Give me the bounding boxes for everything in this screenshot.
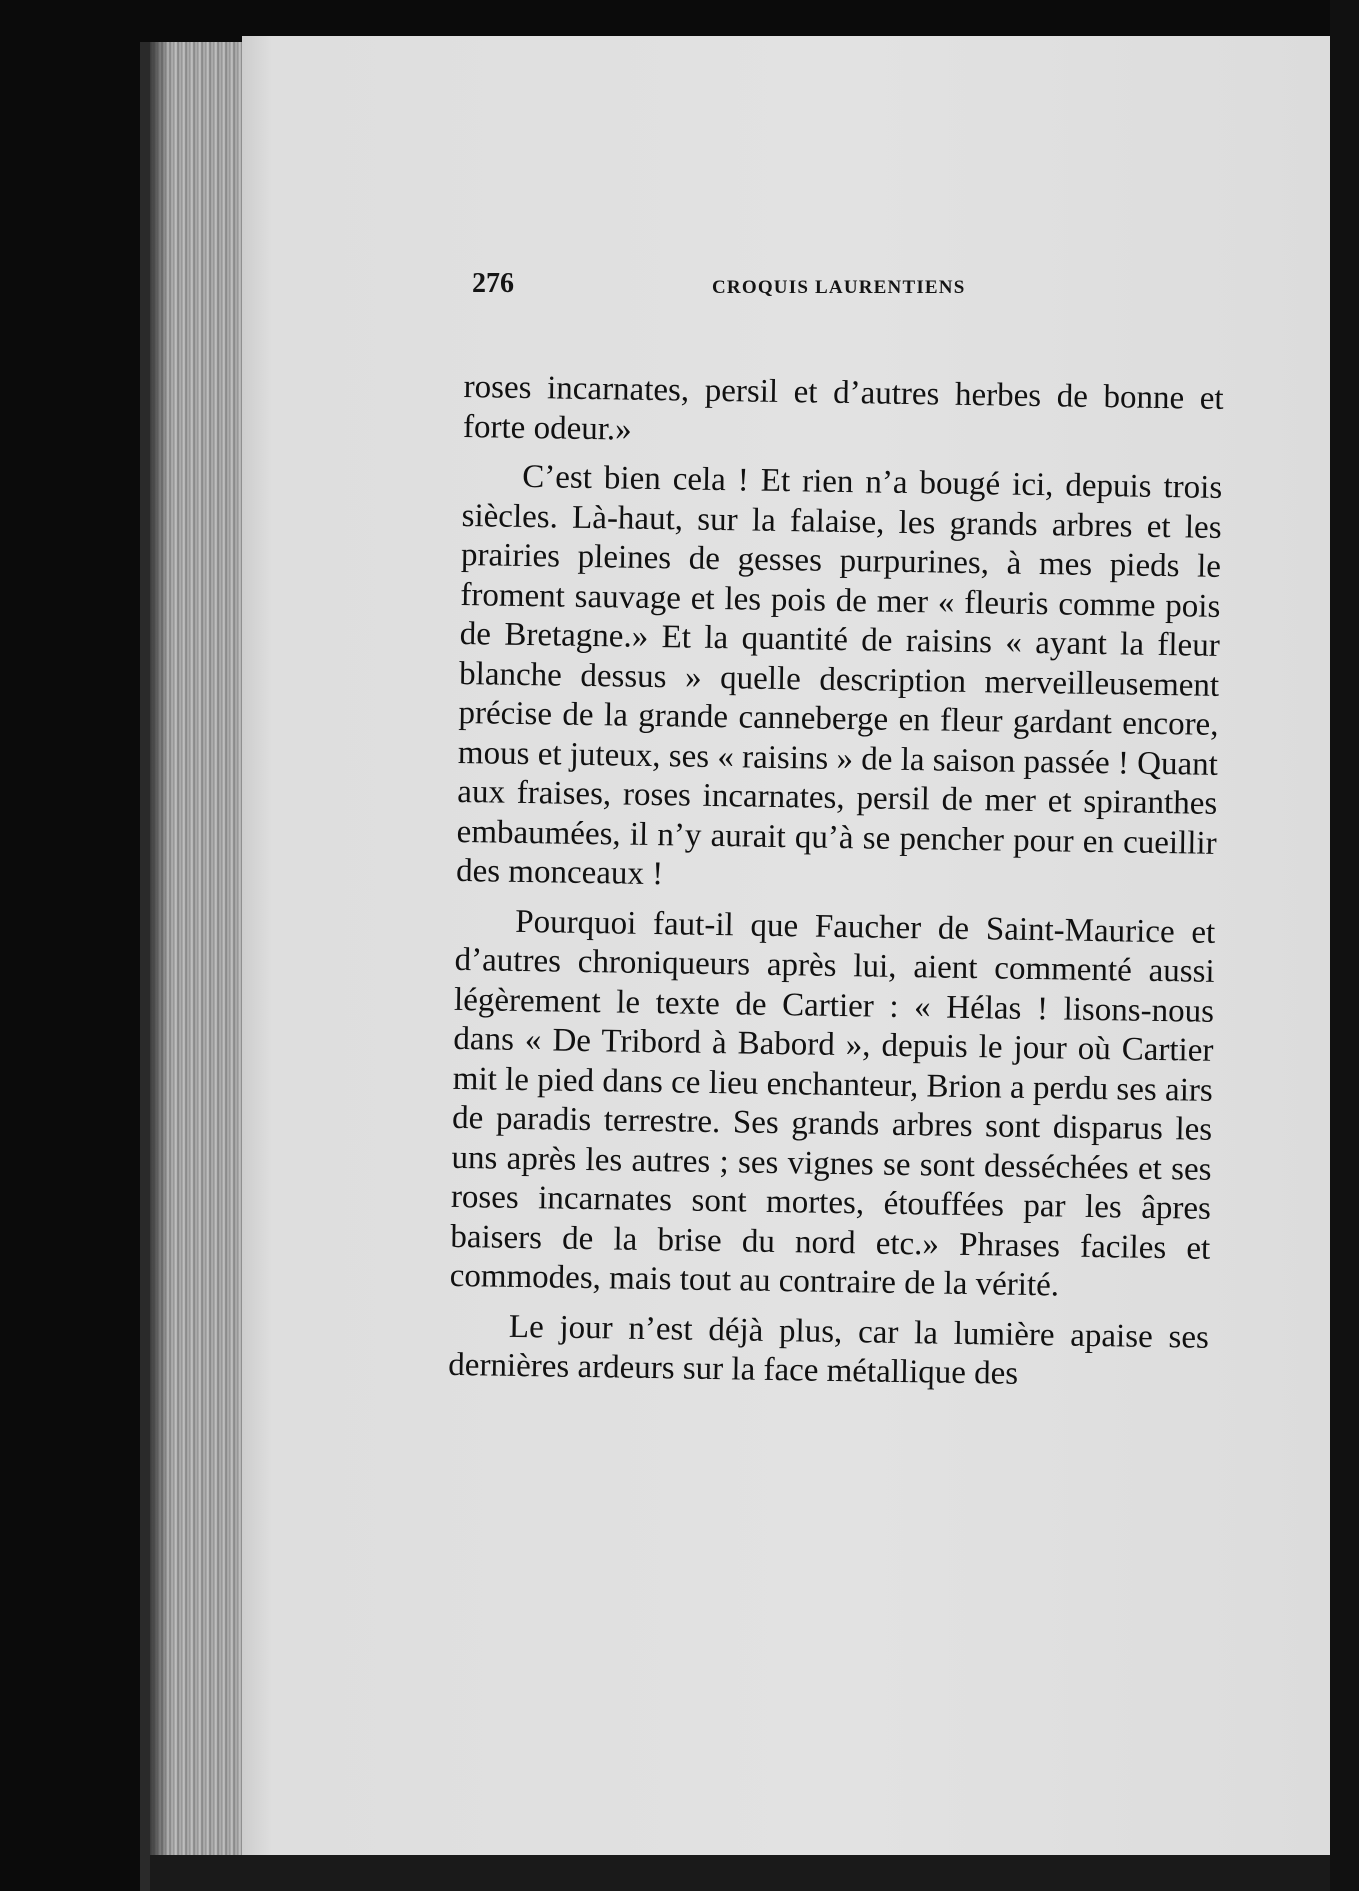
page-header [472, 268, 1232, 308]
bottom-shadow [150, 1855, 1350, 1891]
paragraph-continued: roses incarnates, persil et d’autres herbes de bonne et forte odeur.» [462, 368, 1224, 448]
paragraph: Le jour n’est déjà plus, car la lumière apaise ses dernières ardeurs sur la face métallique des [448, 1308, 1210, 1392]
right-margin-dark [1330, 0, 1359, 1891]
paragraph: C’est bien cela ! Et rien n’a bougé ici, depuis trois siècles. Là-haut, sur la falaise, les grands arbres et les prairies pleines de gesses purpurines, à mes pieds le froment sauvage et les pois de mer « fleuris comme pois de Bretagne.» Et la quantité de raisins « ayant la fleur blanche dessus » quelle description merveilleusement précise de la grande canneberge en fleur gardant encore, mous et juteux, ses « raisins » de la saison passée ! Quant aux fraises, roses incarnates, persil de mer et spiranthes embaumées, il n’y aurait qu’à se pencher pour en cueillir des monceaux ! [455, 458, 1223, 893]
body-text [448, 368, 1224, 1407]
paragraph: Pourquoi faut-il que Faucher de Saint-Maurice et d’autres chroniqueurs après lui, aient commenté aussi légèrement le texte de Cartier : « Hélas ! lisons-nous dans « De Tribord à Babord », depuis le jour où Cartier mit le pied dans ce lieu enchanteur, Brion a perdu ses airs de paradis terrestre. Ses grands arbres sont disparus les uns après les autres ; ses vignes se sont desséchées et ses roses incarnates sont mortes, étouffées par les âpres baisers de la brise du nord etc.» Phrases faciles et commodes, mais tout au contraire de la vérité. [449, 903, 1216, 1304]
page-number: 276 [472, 268, 514, 299]
binding-shadow [150, 42, 170, 1891]
running-head: CROQUIS LAURENTIENS [712, 277, 966, 298]
